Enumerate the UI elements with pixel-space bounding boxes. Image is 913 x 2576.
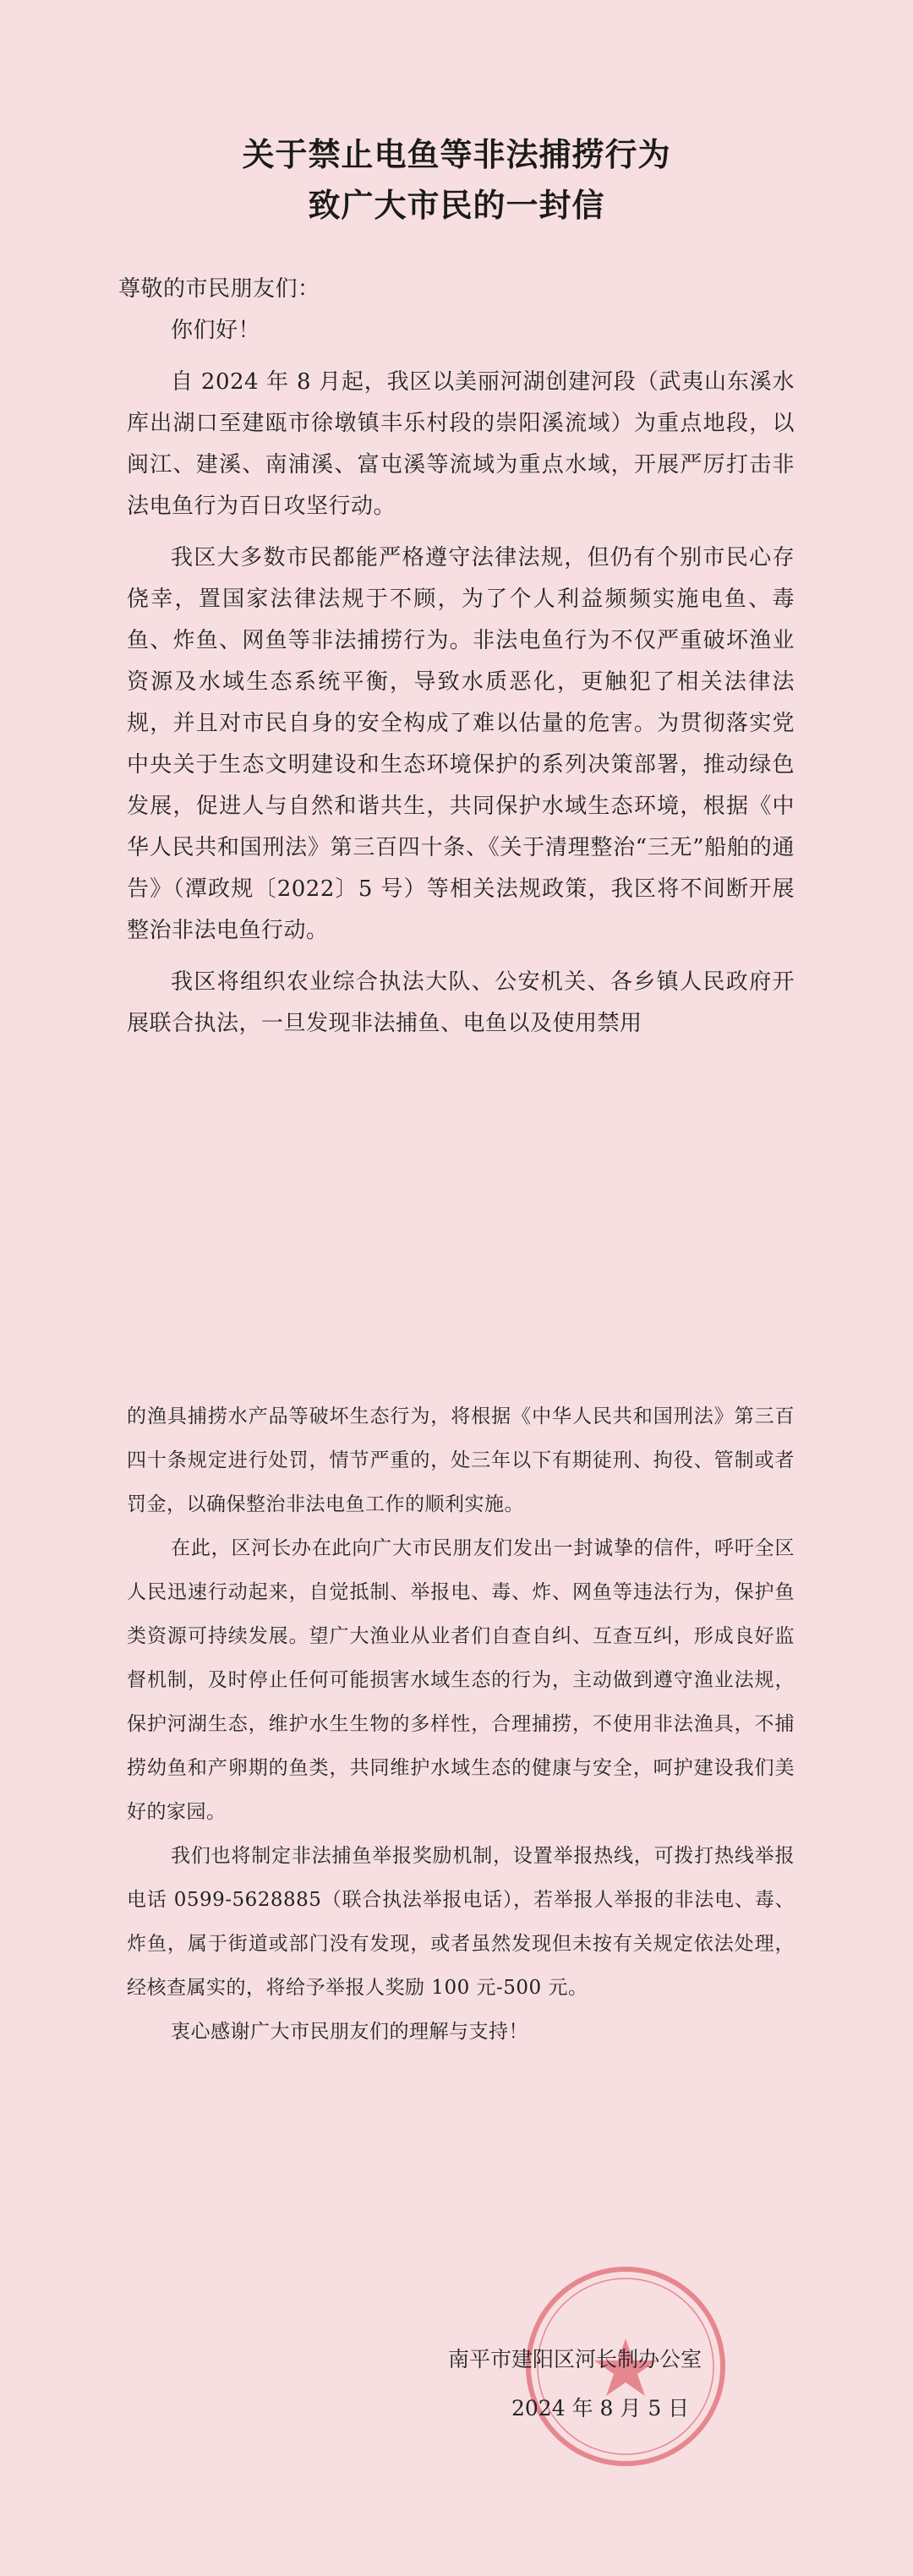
thanks-line: 衷心感谢广大市民朋友们的理解与支持！	[171, 2021, 528, 2043]
paragraph-4: 在此，区河长办在此向广大市民朋友们发出一封诚挚的信件，呼吁全区人民迅速行动起来，自觉抵制、举报电、毒、炸、网鱼等违法行为，保护鱼类资源可持续发展。望广大渔业从业者们自查自纠、互查互纠，形成良好监督机制，及时停止任何可能损害水域生态的行为，主动做到遵守渔业法规，保护河湖生态，维护水生生物的多样性，合理捕捞，不使用非法渔具，不捕捞幼鱼和产卵期的鱼类，共同维护水域生态的健康与安全，呵护建设我们美好的家园。	[127, 1537, 795, 1823]
greeting: 尊敬的市民朋友们：	[118, 276, 320, 302]
letter-body-bottom	[127, 1394, 795, 2054]
letter-body-top	[118, 269, 795, 1045]
paragraph-1: 自 2024 年 8 月起，我区以美丽河湖创建河段（武夷山东溪水库出湖口至建瓯市徐墩镇丰乐村段的崇阳溪流域）为重点地段，以闽江、建溪、南浦溪、富屯溪等流域为重点水域，开展严厉打击非法电鱼行为百日攻坚行动。	[127, 369, 795, 519]
paragraph-3a: 我区将组织农业综合执法大队、公安机关、各乡镇人民政府开展联合执法，一旦发现非法捕鱼、电鱼以及使用禁用	[127, 969, 795, 1036]
hello-line: 你们好！	[171, 318, 261, 343]
letter-title-line2: 致广大市民的一封信	[308, 187, 605, 224]
paragraph-2: 我区大多数市民都能严格遵守法律法规，但仍有个别市民心存侥幸，置国家法律法规于不顾，为了个人利益频频实施电鱼、毒鱼、炸鱼、网鱼等非法捕捞行为。非法电鱼行为不仅严重破坏渔业资源及水域生态系统平衡，导致水质恶化，更触犯了相关法律法规，并且对市民自身的安全构成了难以估量的危害。为贯彻落实党中央关于生态文明建设和生态环境保护的系列决策部署，推动绿色发展，促进人与自然和谐共生，共同保护水域生态环境，根据《中华人民共和国刑法》第三百四十条、《关于清理整治“三无”船舶的通告》（潭政规〔2022〕5 号）等相关法规政策，我区将不间断开展整治非法电鱼行动。	[127, 545, 795, 943]
paragraph-5: 我们也将制定非法捕鱼举报奖励机制，设置举报热线，可拨打热线举报电话 0599-5628885（联合执法举报电话），若举报人举报的非法电、毒、炸鱼，属于街道或部门没有发现，或者虽然发现但未按有关规定依法处理，经核查属实的，将给予举报人奖励 100 元-500 元。	[127, 1845, 795, 1999]
signature-date: 2024 年 8 月 5 日	[511, 2396, 690, 2420]
signature-org: 南平市建阳区河长制办公室	[448, 2347, 703, 2371]
paragraph-3b: 的渔具捕捞水产品等破坏生态行为，将根据《中华人民共和国刑法》第三百四十条规定进行处罚，情节严重的，处三年以下有期徒刑、拘役、管制或者罚金，以确保整治非法电鱼工作的顺利实施。	[127, 1405, 795, 1515]
letter-title-line1: 关于禁止电鱼等非法捕捞行为	[242, 136, 671, 173]
